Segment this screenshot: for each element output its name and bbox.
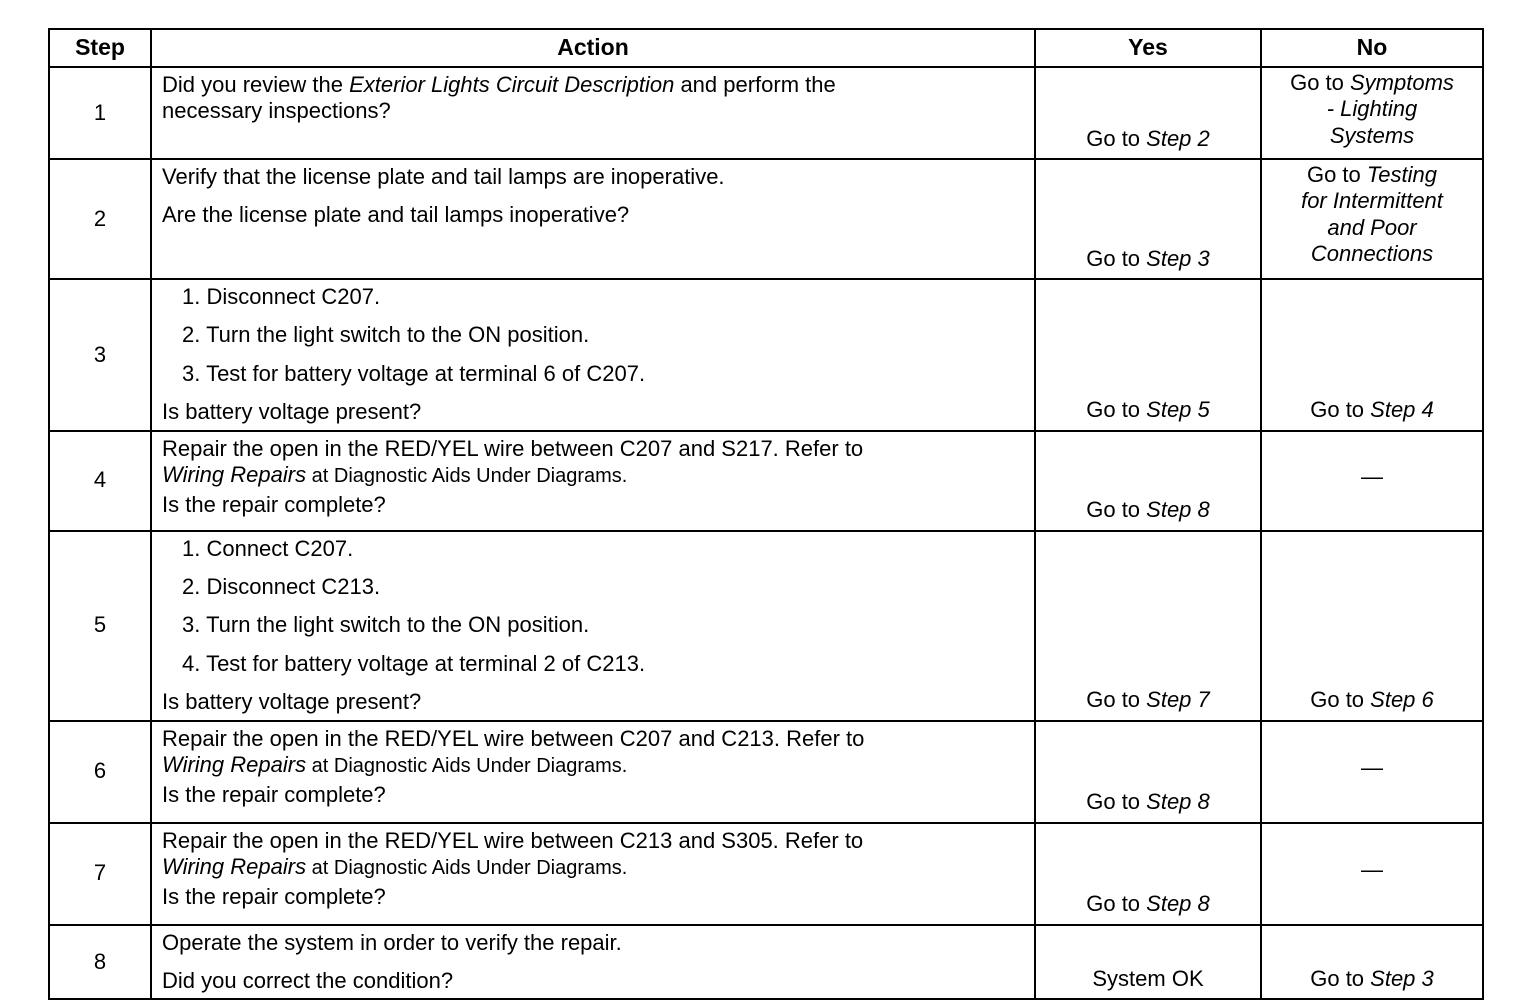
step-number: 3 (49, 279, 151, 431)
step-number: 5 (49, 531, 151, 721)
action-question: Is the repair complete? (162, 884, 386, 910)
header-step: Step (49, 29, 151, 67)
action-text: Repair the open in the RED/YEL wire between C207 and S217. Refer to Wiring Repairs at Diagnostic Aids Under Diagrams. (162, 435, 864, 487)
action-text: Are the license plate and tail lamps inoperative? (162, 202, 630, 228)
action-cell (151, 721, 1035, 823)
action-question: Is battery voltage present? (162, 399, 422, 425)
table-row (49, 67, 1483, 159)
no-cell: — (1261, 431, 1483, 531)
yes-cell: Go to Step 2 (1035, 67, 1261, 159)
step-number: 4 (49, 431, 151, 531)
step-number: 6 (49, 721, 151, 823)
yes-cell: Go to Step 3 (1035, 159, 1261, 279)
list-item: 1. Connect C207. (182, 535, 354, 561)
action-text: Repair the open in the RED/YEL wire between C213 and S305. Refer to Wiring Repairs at Diagnostic Aids Under Diagrams. (162, 827, 864, 879)
list-item: 1. Disconnect C207. (182, 284, 381, 309)
step-number: 1 (49, 67, 151, 159)
step-number: 2 (49, 159, 151, 279)
list-item: 4. Test for battery voltage at terminal 2 of C213. (182, 650, 646, 676)
action-cell (151, 159, 1035, 279)
diagnostic-table (48, 28, 1484, 1000)
no-cell: Go to Step 3 (1261, 925, 1483, 1000)
action-text: necessary inspections? (162, 98, 391, 124)
no-cell: — (1261, 721, 1483, 823)
yes-cell: Go to Step 5 (1035, 279, 1261, 431)
list-item: 3. Turn the light switch to the ON position. (182, 612, 590, 638)
no-cell: Go to Testing for Intermittent and Poor Connections (1261, 159, 1483, 279)
step-number: 7 (49, 823, 151, 925)
action-question: Is the repair complete? (162, 492, 386, 518)
yes-cell: Go to Step 8 (1035, 823, 1261, 925)
header-action: Action (151, 29, 1035, 67)
action-cell (151, 925, 1035, 1000)
table-row (49, 279, 1483, 431)
table-row (49, 531, 1483, 721)
table-row (49, 721, 1483, 823)
list-item: 2. Turn the light switch to the ON position. (182, 322, 590, 348)
list-item: 3. Test for battery voltage at terminal 6 of C207. (182, 360, 646, 386)
header-yes: Yes (1035, 29, 1261, 67)
no-cell: Go to Symptoms - Lighting Systems (1261, 67, 1483, 159)
table-row (49, 159, 1483, 279)
no-cell: Go to Step 6 (1261, 531, 1483, 721)
action-question: Did you correct the condition? (162, 967, 454, 993)
step-number: 8 (49, 925, 151, 1000)
action-text: Operate the system in order to verify the repair. (162, 929, 622, 955)
action-cell (151, 279, 1035, 431)
yes-cell: System OK (1035, 925, 1261, 1000)
action-text: Repair the open in the RED/YEL wire between C207 and C213. Refer to Wiring Repairs at Diagnostic Aids Under Diagrams. (162, 725, 865, 777)
action-cell (151, 823, 1035, 925)
action-question: Is the repair complete? (162, 782, 386, 808)
no-cell: Go to Step 4 (1261, 279, 1483, 431)
action-cell (151, 431, 1035, 531)
action-text: Did you review the Exterior Lights Circuit Description and perform the (162, 72, 836, 97)
yes-cell: Go to Step 7 (1035, 531, 1261, 721)
action-text: Verify that the license plate and tail lamps are inoperative. (162, 164, 725, 189)
action-cell (151, 67, 1035, 159)
yes-cell: Go to Step 8 (1035, 721, 1261, 823)
no-cell: — (1261, 823, 1483, 925)
header-row (49, 29, 1483, 67)
action-cell (151, 531, 1035, 721)
yes-cell: Go to Step 8 (1035, 431, 1261, 531)
action-question: Is battery voltage present? (162, 689, 422, 715)
list-item: 2. Disconnect C213. (182, 573, 381, 599)
table-row (49, 431, 1483, 531)
table-row (49, 823, 1483, 925)
table-row (49, 925, 1483, 1000)
header-no: No (1261, 29, 1483, 67)
